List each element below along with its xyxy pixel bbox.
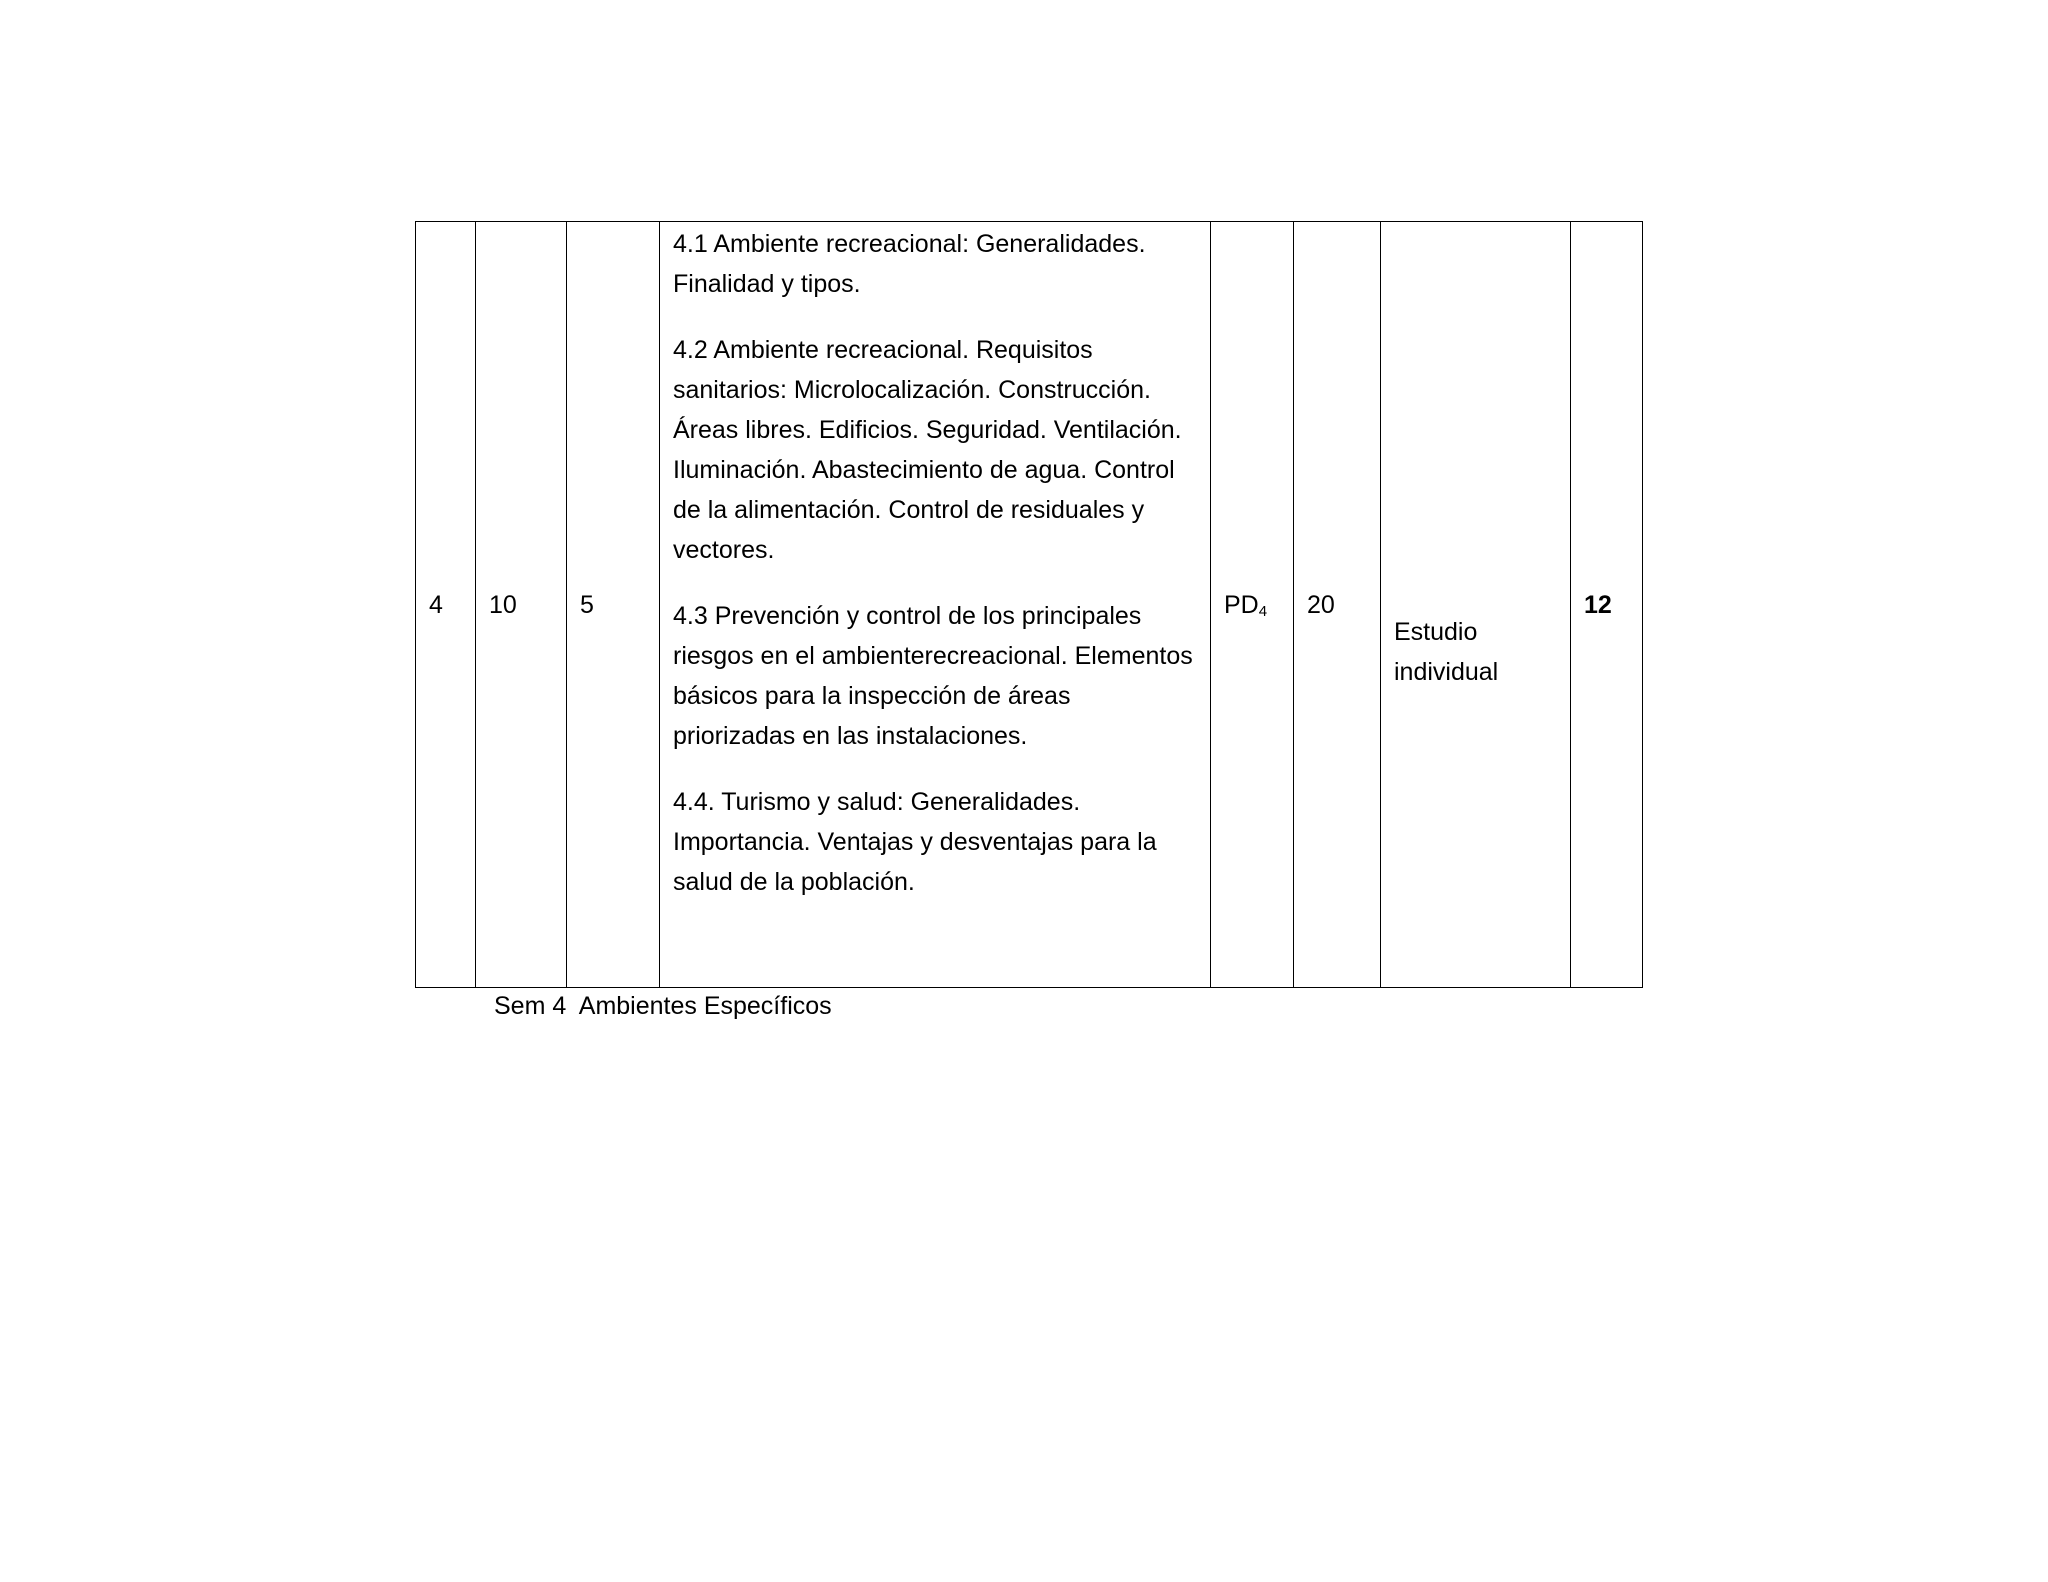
cell-col3: 5	[567, 222, 660, 988]
topic-4-3: 4.3 Prevención y control de los principales riesgos en el ambienterecreacional. Elementos básicos para la inspección de áreas priorizadas en las instalaciones.	[673, 602, 1193, 750]
table-caption: Sem 4 Ambientes Específicos	[494, 992, 832, 1020]
program-table	[415, 221, 1643, 988]
cell-col6: 20	[1294, 222, 1381, 988]
topic-4-1: 4.1 Ambiente recreacional: Generalidades. Finalidad y tipos.	[673, 230, 1146, 298]
pd-label: PD	[1224, 590, 1259, 619]
pd-subscript: 4	[1258, 602, 1268, 620]
table-row	[416, 222, 1643, 988]
topic-4-4: 4.4. Turismo y salud: Generalidades. Importancia. Ventajas y desventajas para la salud de la población.	[673, 788, 1157, 896]
cell-pd	[1211, 222, 1294, 988]
cell-col2: 10	[476, 222, 567, 988]
activity-label: Estudio individual	[1394, 617, 1499, 686]
cell-activity	[1381, 222, 1571, 988]
cell-week: 4	[416, 222, 476, 988]
cell-total: 12	[1571, 222, 1643, 988]
cell-topics	[660, 222, 1211, 988]
topic-4-2: 4.2 Ambiente recreacional. Requisitos sanitarios: Microlocalización. Construcción. Áreas libres. Edificios. Seguridad. Ventilación. Iluminación. Abastecimiento de agua. Control de la alimentación. Control de residuales y vectores.	[673, 336, 1182, 564]
